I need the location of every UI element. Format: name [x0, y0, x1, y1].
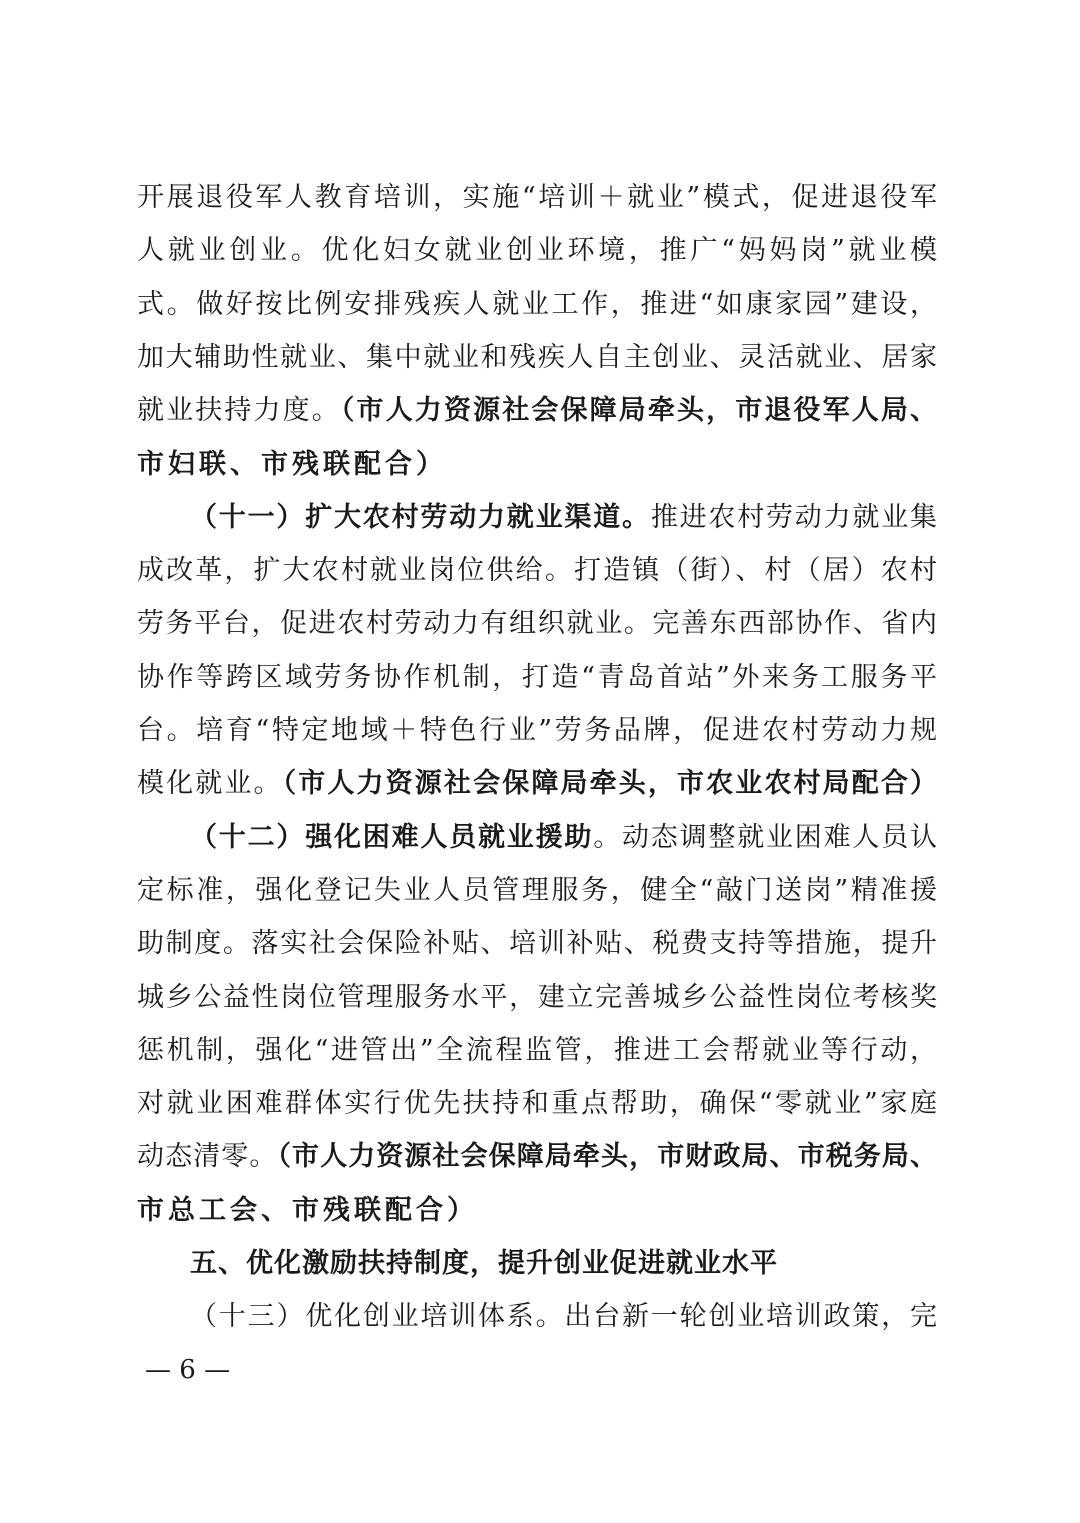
text-line: 城乡公益性岗位管理服务水平，建立完善城乡公益性岗位考核奖 — [137, 981, 939, 1013]
text-line: 动态清零。（市人力资源社会保障局牵头，市财政局、市税务局、 — [137, 1141, 939, 1173]
section-heading: 五、优化激励扶持制度，提升创业促进就业水平 — [190, 1248, 778, 1279]
text-line: 对就业困难群体实行优先扶持和重点帮助，确保“零就业”家庭 — [137, 1088, 940, 1120]
text-line: 开展退役军人教育培训，实施“培训＋就业”模式，促进退役军 — [137, 182, 940, 213]
text-line: 劳务平台，促进农村劳动力有组织就业。完善东西部协作、省内 — [137, 608, 939, 640]
text-line: （十一）扩大农村劳动力就业渠道。推进农村劳动力就业集 — [190, 501, 939, 533]
text-line: 人就业创业。优化妇女就业创业环境，推广“妈妈岗”就业模 — [137, 235, 941, 267]
text-line: 惩机制，强化“进管出”全流程监管，推进工会帮就业等行动， — [137, 1034, 940, 1066]
text-line: 市总工会、市残联配合） — [137, 1194, 478, 1226]
text-line: 助制度。落实社会保险补贴、培训补贴、税费支持等措施，提升 — [137, 928, 939, 960]
text-line: 台。培育“特定地域＋特色行业”劳务品牌，促进农村劳动力规 — [137, 715, 940, 746]
text-line: 模化就业。（市人力资源社会保障局牵头，市农业农村局配合） — [137, 768, 940, 800]
text-line: 加大辅助性就业、集中就业和残疾人自主创业、灵活就业、居家 — [137, 341, 939, 373]
text-line: 市妇联、市残联配合） — [137, 448, 447, 480]
text-line: 定标准，强化登记失业人员管理服务，健全“敲门送岗”精准援 — [137, 874, 940, 906]
page-number: — 6 — — [145, 1355, 231, 1385]
text-line: （十三）优化创业培训体系。出台新一轮创业培训政策，完 — [190, 1301, 939, 1333]
text-line: 成改革，扩大农村就业岗位供给。打造镇（街）、村（居）农村 — [137, 555, 940, 587]
text-line: 就业扶持力度。（市人力资源社会保障局牵头，市退役军人局、 — [137, 395, 940, 427]
text-line: 式。做好按比例安排残疾人就业工作，推进“如康家园”建设， — [137, 288, 940, 320]
text-line: （十二）强化困难人员就业援助。动态调整就业困难人员认 — [190, 821, 939, 853]
text-line: 协作等跨区域劳务协作机制，打造“青岛首站”外来务工服务平 — [137, 661, 940, 693]
